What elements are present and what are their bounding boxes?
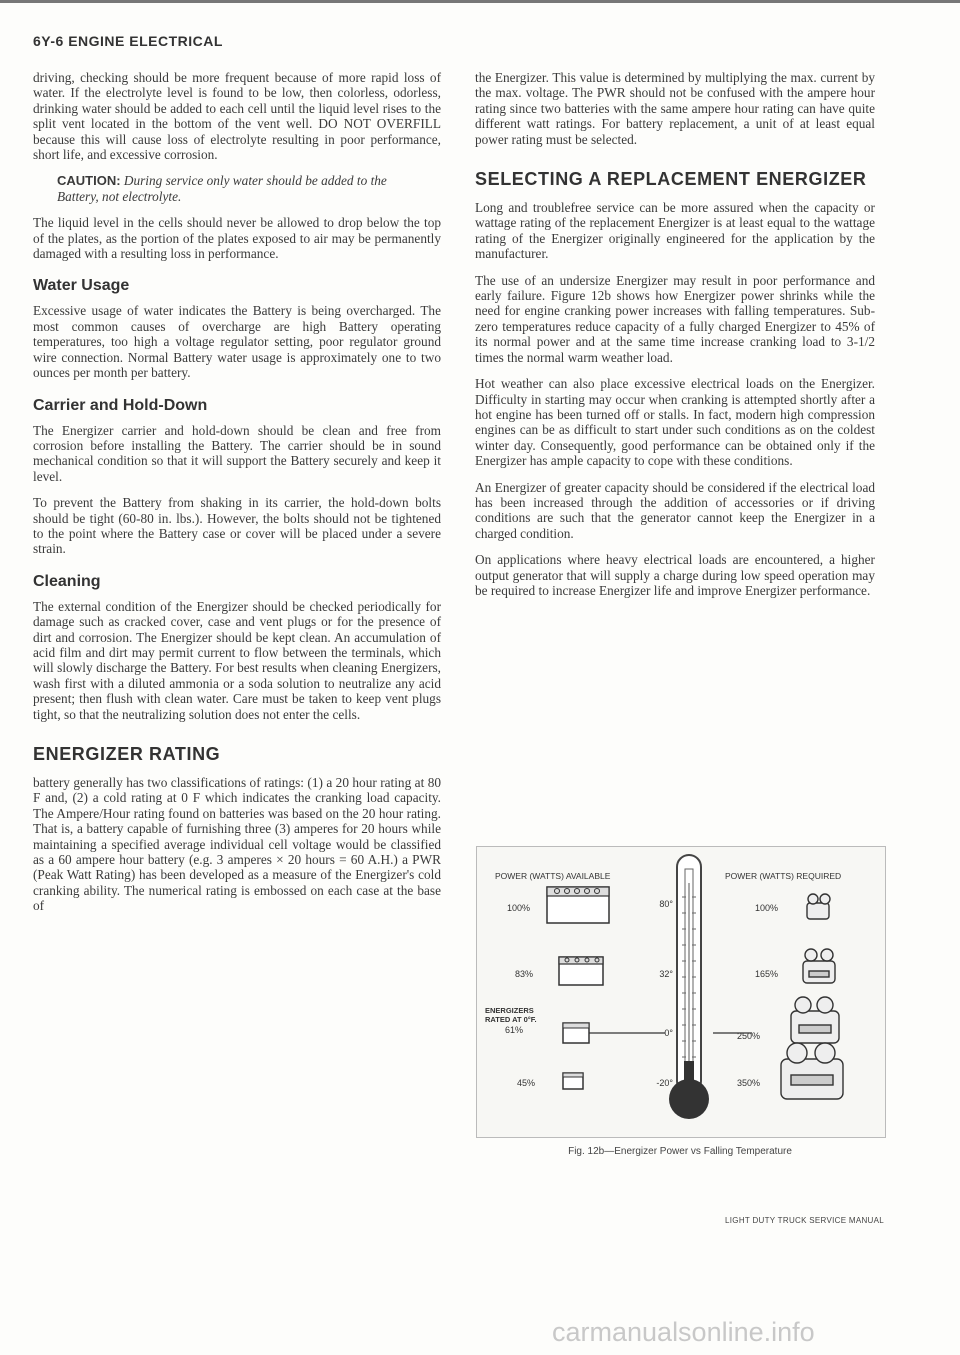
paragraph: The liquid level in the cells should never be allowed to drop below the top of the plates, as the portion of the plates exposed to air may be permanently damaged with a resulting loss in performance. xyxy=(33,215,441,262)
paragraph: the Energizer. This value is determined by multiplying the max. current by the max. voltage. The PWR should not be confused with the ampere hour rating since two batteries with the same ampere hour rating can have quite different watt ratings. For battery replacement, a unit of at least equal power rating must be selected. xyxy=(475,70,875,147)
paragraph: On applications where heavy electrical loads are encountered, a higher output generator that will supply a charge during low speed operation may be required to increase Energizer life and improve Energizer performance. xyxy=(475,552,875,598)
section-heading-selecting-replacement: SELECTING A REPLACEMENT ENERGIZER xyxy=(475,169,867,190)
right-column xyxy=(475,70,875,609)
engine-icon xyxy=(803,949,835,983)
available-value: 45% xyxy=(517,1078,536,1088)
section-heading-energizer-rating: ENERGIZER RATING xyxy=(33,744,221,764)
temp-label: 32° xyxy=(659,969,673,979)
rated-label: RATED AT 0°F. xyxy=(485,1015,537,1024)
watermark: carmanualsonline.info xyxy=(552,1317,815,1347)
top-rule xyxy=(0,0,960,3)
page-header: 6Y-6 ENGINE ELECTRICAL xyxy=(33,33,223,49)
engine-icon xyxy=(807,894,830,919)
required-value: 100% xyxy=(755,903,779,913)
battery-icon xyxy=(563,1023,589,1043)
figure-energizer-power xyxy=(476,846,886,1138)
available-value: 100% xyxy=(507,903,531,913)
paragraph: Hot weather can also place excessive electrical loads on the Energizer. Difficulty in starting may occur when cranking is attempted shortly after a hot engine has been turned off or stalls. In fact, modern high compression engines can be as difficult to start under such conditions as on the coldest winter day. Consequently, good performance can be obtained only if the Energizer has ample capacity to cope with these conditions. xyxy=(475,376,875,469)
paragraph: driving, checking should be more frequent because of more rapid loss of water. If the electrolyte level is found to be low, then colorless, odorless, drinking water should be added to each cell until the liquid level rises to the split vent located in the bottom of the vent well. DO NOT OVERFILL because this will cause loss of electrolyte resulting in poor performance, short life, and excessive corrosion. xyxy=(33,70,441,163)
caution-text: During service only water should be added to the Battery, not electrolyte. xyxy=(57,173,387,204)
paragraph: The use of an undersize Energizer may result in poor performance and early failure. Figure 12b shows how Energizer power shrinks while the need for engine cranking power increases with falling temperatures. Sub-zero temperatures reduce capacity of a fully charged Energizer to 45% of its normal power and at the same time increase cranking load to 3-1/2 times the normal warm weather load. xyxy=(475,272,875,365)
available-value: 61% xyxy=(505,1025,524,1035)
energizers-label: ENERGIZERS xyxy=(485,1006,534,1015)
paragraph: Excessive usage of water indicates the Battery is being overcharged. The most common causes of overcharge are high Battery operating temperatures, too high a voltage regulator setting, poor regulator ground wire connection. Normal Battery water usage is approximately one to two ounces per month per battery. xyxy=(33,303,441,381)
paragraph: To prevent the Battery from shaking in its carrier, the hold-down bolts should be tight (60-80 in. lbs.). However, the bolts should not be tightened to the point where the Battery case or cover will be placed under a severe strain. xyxy=(33,495,441,557)
footer-manual-label: LIGHT DUTY TRUCK SERVICE MANUAL xyxy=(725,1216,884,1225)
paragraph: The Energizer carrier and hold-down should be clean and free from corrosion before installing the Battery. The carrier should be in sound mechanical condition so that it will support the Battery securely and keep it level. xyxy=(33,422,441,484)
available-value: 83% xyxy=(515,969,534,979)
thermometer-icon xyxy=(669,855,709,1119)
paragraph: Long and troublefree service can be more assured when the capacity or wattage rating of the replacement Energizer is at least equal to the wattage rating of the Energizer originally engineered for the application by the manufacturer. xyxy=(475,200,875,262)
required-value: 350% xyxy=(737,1078,761,1088)
section-heading-carrier: Carrier and Hold-Down xyxy=(33,396,208,414)
required-value: 250% xyxy=(737,1031,761,1041)
engine-icon xyxy=(791,997,839,1043)
temp-label: 80° xyxy=(659,899,673,909)
left-column xyxy=(33,70,441,925)
battery-icon xyxy=(559,957,603,985)
temp-label: -20° xyxy=(656,1078,673,1088)
figure-illustration xyxy=(477,847,885,1137)
figure-caption: Fig. 12b—Energizer Power vs Falling Temperature xyxy=(568,1146,792,1157)
required-value: 165% xyxy=(755,969,779,979)
required-title: POWER (WATTS) REQUIRED xyxy=(725,871,842,881)
paragraph: battery generally has two classifications of ratings: (1) a 20 hour rating at 80 F and, (2) a cold rating at 0 F which indicates the cranking load capacity. The Ampere/Hour rating found on batteries was based on the 20 hour rating. That is, a battery capable of furnishing three (3) amperes for 20 hours while maintaining a specified average individual cell voltage would be classified as a 60 ampere hour battery (e.g. 3 amperes × 20 hours = 60 A.H.) a PWR (Peak Watt Rating) has been developed as a measure of the Energizer's cold cranking ability. The numerical rating is embossed on each case at the base of xyxy=(33,775,441,914)
section-heading-water-usage: Water Usage xyxy=(33,277,130,295)
caution-note xyxy=(57,173,417,204)
available-title: POWER (WATTS) AVAILABLE xyxy=(495,871,611,881)
caution-label: CAUTION: xyxy=(57,173,121,189)
engine-icon xyxy=(781,1043,843,1099)
paragraph: The external condition of the Energizer should be checked periodically for damage such as cracked cover, case and vent plugs or for the presence of dirt and corrosion. The Energizer should be kept clean. An accumulation of acid film and dirt may permit current to flow between the terminals, which will slowly discharge the Battery. For best results when cleaning Energizers, wash first with a diluted ammonia or a soda solution to neutralize any acid present; then flush with clean water. Care must be taken to keep vent plugs tight, so that the neutralizing solution does not enter the cells. xyxy=(33,598,441,722)
battery-icon xyxy=(563,1073,583,1089)
paragraph: An Energizer of greater capacity should be considered if the electrical load has been increased through the addition of accessories or if driving conditions are such that the generator cannot keep the Energizer in a charged condition. xyxy=(475,479,875,541)
section-heading-cleaning: Cleaning xyxy=(33,572,101,590)
battery-icon xyxy=(547,887,609,923)
temp-label: 0° xyxy=(664,1028,673,1038)
